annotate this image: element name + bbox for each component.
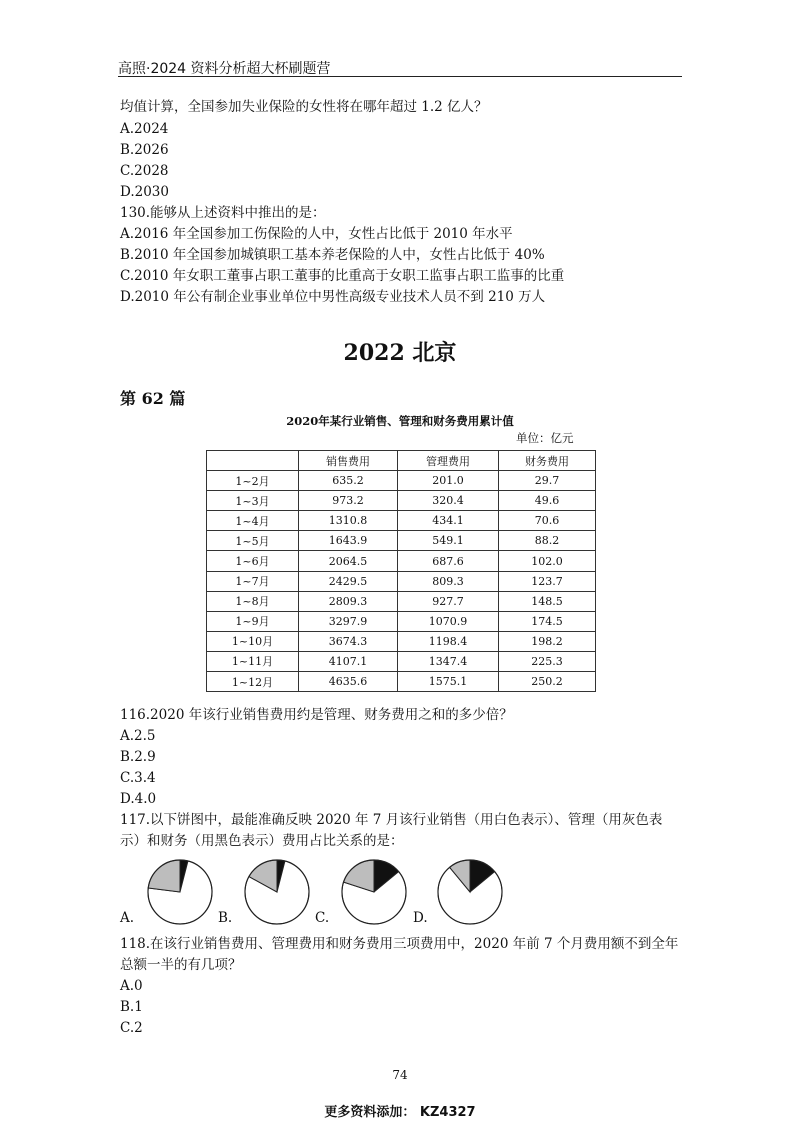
table-row (207, 672, 596, 692)
table-row (207, 571, 596, 591)
pie-options (120, 852, 680, 932)
pie-chart-option (342, 860, 406, 924)
table-value-cell: 1575.1 (398, 672, 499, 692)
running-header: 高照·2024 资料分析超大杯刷题营 (118, 61, 331, 77)
previous-question-line: C.2010 年女职工董事占职工董事的比重高于女职工监事占职工监事的比重 (120, 268, 565, 284)
table-period-cell: 1~6月 (207, 551, 299, 571)
table-period-cell: 1~9月 (207, 611, 299, 631)
table-row (207, 591, 596, 611)
table-value-cell: 102.0 (499, 551, 596, 571)
pie-option-label: D. (413, 910, 428, 926)
table-title: 2020年某行业销售、管理和财务费用累计值 (286, 414, 514, 428)
table-value-cell: 1198.4 (398, 631, 499, 651)
header-rule (118, 76, 682, 77)
table-value-cell: 809.3 (398, 571, 499, 591)
question-118-line: 118.在该行业销售费用、管理费用和财务费用三项费用中，2020 年前 7 个月费用额不到全年 (120, 936, 679, 952)
table-value-cell: 320.4 (398, 491, 499, 511)
table-row (207, 491, 596, 511)
question-116-line: D.4.0 (120, 791, 157, 807)
table-value-cell: 2064.5 (299, 551, 398, 571)
question-118-line: 总额一半的有几项？ (120, 957, 242, 973)
table-value-cell: 687.6 (398, 551, 499, 571)
table-header-cell (207, 451, 299, 471)
previous-question-line: C.2028 (120, 163, 169, 179)
table-value-cell: 4635.6 (299, 672, 398, 692)
table-value-cell: 973.2 (299, 491, 398, 511)
question-118-line: B.1 (120, 999, 143, 1015)
previous-question-line: B.2026 (120, 142, 169, 158)
previous-question-line: A.2024 (120, 121, 169, 137)
question-116-line: 116.2020 年该行业销售费用约是管理、财务费用之和的多少倍？ (120, 707, 513, 723)
table-value-cell: 549.1 (398, 531, 499, 551)
table-value-cell: 1643.9 (299, 531, 398, 551)
table-row (207, 611, 596, 631)
table-header-cell: 管理费用 (398, 451, 499, 471)
table-row (207, 511, 596, 531)
table-value-cell: 434.1 (398, 511, 499, 531)
question-118-line: C.2 (120, 1020, 143, 1036)
table-header-cell: 财务费用 (499, 451, 596, 471)
table-value-cell: 225.3 (499, 651, 596, 671)
table-row (207, 531, 596, 551)
pie-option-label: C. (315, 910, 330, 926)
table-row (207, 651, 596, 671)
table-value-cell: 174.5 (499, 611, 596, 631)
footer-note: 更多资料添加： KZ4327 (324, 1105, 476, 1120)
previous-question-line: D.2030 (120, 184, 169, 200)
table-value-cell: 3674.3 (299, 631, 398, 651)
table-value-cell: 123.7 (499, 571, 596, 591)
question-116-line: B.2.9 (120, 749, 156, 765)
table-value-cell: 198.2 (499, 631, 596, 651)
previous-question-line: B.2010 年全国参加城镇职工基本养老保险的人中，女性占比低于 40% (120, 247, 545, 263)
table-period-cell: 1~11月 (207, 651, 299, 671)
article-title: 第 62 篇 (120, 389, 186, 408)
table-row (207, 631, 596, 651)
pie-chart-option (148, 860, 212, 924)
table-row (207, 551, 596, 571)
table-period-cell: 1~4月 (207, 511, 299, 531)
table-period-cell: 1~8月 (207, 591, 299, 611)
table-header-cell: 销售费用 (299, 451, 398, 471)
table-value-cell: 148.5 (499, 591, 596, 611)
question-118-line: A.0 (120, 978, 143, 994)
previous-question-line: D.2010 年公有制企业事业单位中男性高级专业技术人员不到 210 万人 (120, 289, 546, 305)
previous-question-line: 130.能够从上述资料中推出的是： (120, 205, 326, 221)
table-header-row (207, 451, 596, 471)
table-period-cell: 1~10月 (207, 631, 299, 651)
table-period-cell: 1~5月 (207, 531, 299, 551)
section-title: 2022 北京 (343, 340, 457, 366)
pie-option-label: A. (120, 910, 135, 926)
question-116-line: A.2.5 (120, 728, 156, 744)
table-value-cell: 1347.4 (398, 651, 499, 671)
table-value-cell: 2809.3 (299, 591, 398, 611)
table-value-cell: 2429.5 (299, 571, 398, 591)
question-117-line: 示）和财务（用黑色表示）费用占比关系的是： (120, 833, 404, 849)
table-value-cell: 70.6 (499, 511, 596, 531)
table-value-cell: 635.2 (299, 471, 398, 491)
table-value-cell: 1310.8 (299, 511, 398, 531)
page-number: 74 (392, 1068, 408, 1082)
table-value-cell: 3297.9 (299, 611, 398, 631)
table-unit: 单位：亿元 (516, 431, 574, 445)
table-value-cell: 88.2 (499, 531, 596, 551)
previous-question-line: A.2016 年全国参加工伤保险的人中，女性占比低于 2010 年水平 (120, 226, 513, 242)
table-row (207, 471, 596, 491)
pie-chart-option (245, 860, 309, 924)
expense-table (206, 450, 596, 692)
table-period-cell: 1~7月 (207, 571, 299, 591)
pie-option-label: B. (218, 910, 233, 926)
question-116-line: C.3.4 (120, 770, 156, 786)
previous-question-line: 均值计算，全国参加失业保险的女性将在哪年超过 1.2 亿人？ (120, 99, 488, 115)
table-value-cell: 1070.9 (398, 611, 499, 631)
table-period-cell: 1~12月 (207, 672, 299, 692)
table-value-cell: 49.6 (499, 491, 596, 511)
table-value-cell: 201.0 (398, 471, 499, 491)
table-value-cell: 29.7 (499, 471, 596, 491)
table-value-cell: 250.2 (499, 672, 596, 692)
table-value-cell: 4107.1 (299, 651, 398, 671)
table-value-cell: 927.7 (398, 591, 499, 611)
question-117-line: 117.以下饼图中，最能准确反映 2020 年 7 月该行业销售（用白色表示）、管理（用灰色表 (120, 812, 663, 828)
table-period-cell: 1~3月 (207, 491, 299, 511)
pie-chart-option (438, 860, 502, 924)
table-period-cell: 1~2月 (207, 471, 299, 491)
